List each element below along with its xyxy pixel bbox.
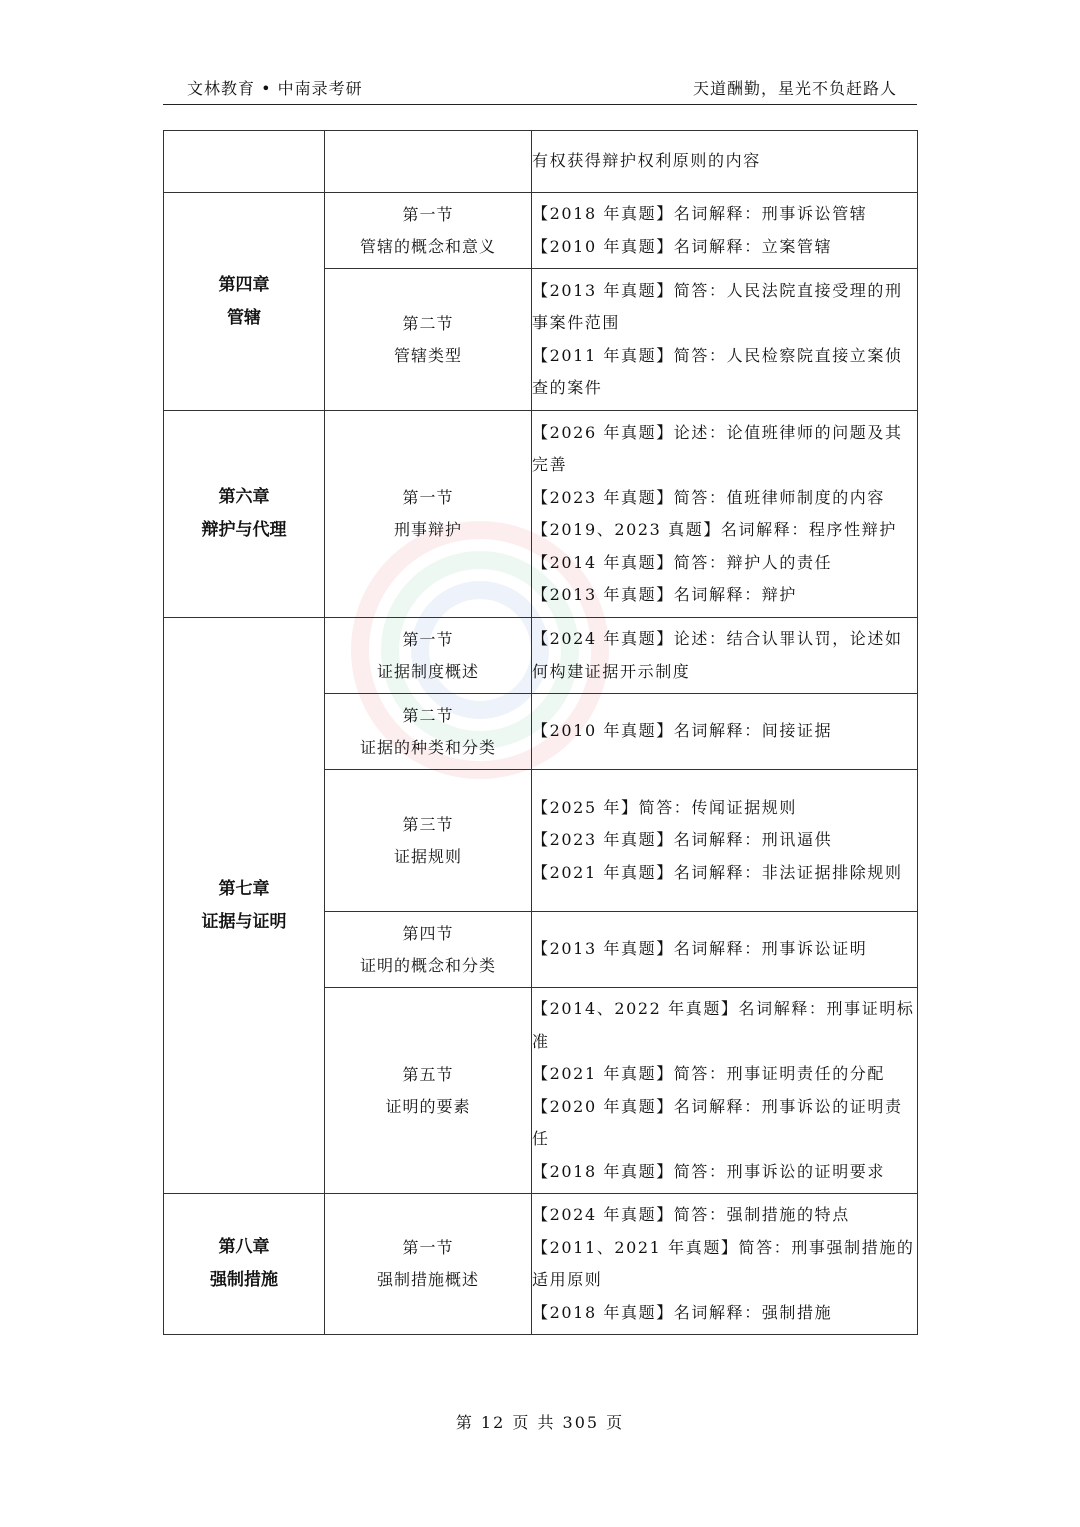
items-cell xyxy=(532,770,918,912)
chapter-subtitle: 管辖 xyxy=(227,307,261,328)
section-cell xyxy=(325,912,532,988)
section-cell xyxy=(325,131,532,193)
items-cell xyxy=(532,131,918,193)
section-subtitle: 管辖类型 xyxy=(393,345,462,365)
section-title: 第一节 xyxy=(402,629,454,649)
exam-item: 【2014 年真题】简答：辩护人的责任 xyxy=(532,552,833,572)
chapter-title: 第六章 xyxy=(218,487,270,507)
section-subtitle: 证明的概念和分类 xyxy=(359,955,496,975)
items-cell xyxy=(532,618,918,694)
table-row xyxy=(164,131,918,193)
chapter-subtitle: 证据与证明 xyxy=(201,911,287,932)
section-cell xyxy=(325,1194,532,1335)
section-title: 第三节 xyxy=(402,814,454,834)
exam-item: 【2019、2023 真题】名词解释：程序性辩护 xyxy=(532,520,897,539)
table-row xyxy=(164,411,918,618)
section-subtitle: 证据规则 xyxy=(393,846,462,866)
table-row xyxy=(164,1194,918,1335)
section-title: 第二节 xyxy=(402,313,454,333)
section-subtitle: 证据制度概述 xyxy=(376,661,479,681)
exam-item: 【2013 年真题】名词解释：刑事诉讼证明 xyxy=(532,939,868,959)
exam-item: 【2013 年真题】名词解释：辩护 xyxy=(532,585,798,604)
section-cell xyxy=(325,988,532,1194)
section-subtitle: 管辖的概念和意义 xyxy=(359,236,496,256)
items-cell xyxy=(532,1194,918,1335)
exam-item: 【2024 年真题】论述：结合认罪认罚，论述如何构建证据开示制度 xyxy=(532,629,903,681)
items-cell xyxy=(532,193,918,269)
exam-item: 【2018 年真题】名词解释：刑事诉讼管辖 xyxy=(532,204,868,223)
exam-item: 【2014、2022 年真题】名词解释：刑事证明标准 xyxy=(532,999,915,1051)
exam-item: 【2023 年真题】简答：值班律师制度的内容 xyxy=(532,487,886,507)
chapter-title: 第四章 xyxy=(218,274,270,295)
chapter-title: 第七章 xyxy=(218,878,270,899)
header-right-text: 天道酬勤，星光不负赶路人 xyxy=(692,79,897,98)
exam-topics-table xyxy=(163,130,918,1335)
exam-item: 【2025 年】简答：传闻证据规则 xyxy=(532,797,798,817)
section-title: 第五节 xyxy=(402,1064,454,1084)
chapter-title: 第八章 xyxy=(218,1237,270,1257)
exam-item: 【2011 年真题】简答：人民检察院直接立案侦查的案件 xyxy=(532,345,903,397)
table-row xyxy=(164,618,918,694)
exam-item: 【2023 年真题】名词解释：刑讯逼供 xyxy=(532,830,833,850)
exam-item: 【2018 年真题】简答：刑事诉讼的证明要求 xyxy=(532,1161,886,1181)
items-cell xyxy=(532,269,918,411)
exam-item: 【2020 年真题】名词解释：刑事诉讼的证明责任 xyxy=(532,1096,903,1148)
items-cell xyxy=(532,912,918,988)
chapter-cell xyxy=(164,618,325,1194)
page-footer: 第 12 页 共 305 页 xyxy=(455,1413,625,1432)
chapter-cell xyxy=(164,1194,325,1335)
section-subtitle: 证明的要素 xyxy=(385,1096,471,1116)
section-cell xyxy=(325,411,532,618)
chapter-cell xyxy=(164,193,325,411)
section-cell xyxy=(325,770,532,912)
exam-item: 【2013 年真题】简答：人民法院直接受理的刑事案件范围 xyxy=(532,280,903,332)
exam-item: 【2011、2021 年真题】简答：刑事强制措施的适用原则 xyxy=(532,1237,915,1289)
chapter-subtitle: 辩护与代理 xyxy=(201,520,287,540)
exam-item: 【2010 年真题】名词解释：间接证据 xyxy=(532,721,833,741)
section-subtitle: 强制措施概述 xyxy=(376,1270,479,1289)
exam-item: 【2018 年真题】名词解释：强制措施 xyxy=(532,1302,833,1322)
table-row xyxy=(164,193,918,269)
exam-item: 【2021 年真题】名词解释：非法证据排除规则 xyxy=(532,862,903,882)
header-left-text: 文林教育 • 中南录考研 xyxy=(187,79,363,98)
section-title: 第一节 xyxy=(402,204,454,224)
section-title: 第一节 xyxy=(402,488,454,507)
chapter-cell xyxy=(164,131,325,193)
section-subtitle: 证据的种类和分类 xyxy=(359,737,496,757)
chapter-cell xyxy=(164,411,325,618)
section-cell xyxy=(325,618,532,694)
section-cell xyxy=(325,269,532,411)
exam-item: 【2024 年真题】简答：强制措施的特点 xyxy=(532,1205,850,1224)
items-cell xyxy=(532,411,918,618)
items-cell xyxy=(532,694,918,770)
exam-item: 【2010 年真题】名词解释：立案管辖 xyxy=(532,236,833,256)
exam-item: 【2021 年真题】简答：刑事证明责任的分配 xyxy=(532,1064,886,1083)
exam-item: 【2026 年真题】论述：论值班律师的问题及其完善 xyxy=(532,422,903,474)
items-cell xyxy=(532,988,918,1194)
section-subtitle: 刑事辩护 xyxy=(393,520,462,539)
exam-item: 有权获得辩护权利原则的内容 xyxy=(532,151,761,171)
section-title: 第二节 xyxy=(402,705,454,725)
section-cell xyxy=(325,694,532,770)
page-header xyxy=(163,74,917,105)
chapter-subtitle: 强制措施 xyxy=(210,1270,278,1290)
section-title: 第四节 xyxy=(402,923,454,943)
section-cell xyxy=(325,193,532,269)
section-title: 第一节 xyxy=(402,1238,454,1257)
